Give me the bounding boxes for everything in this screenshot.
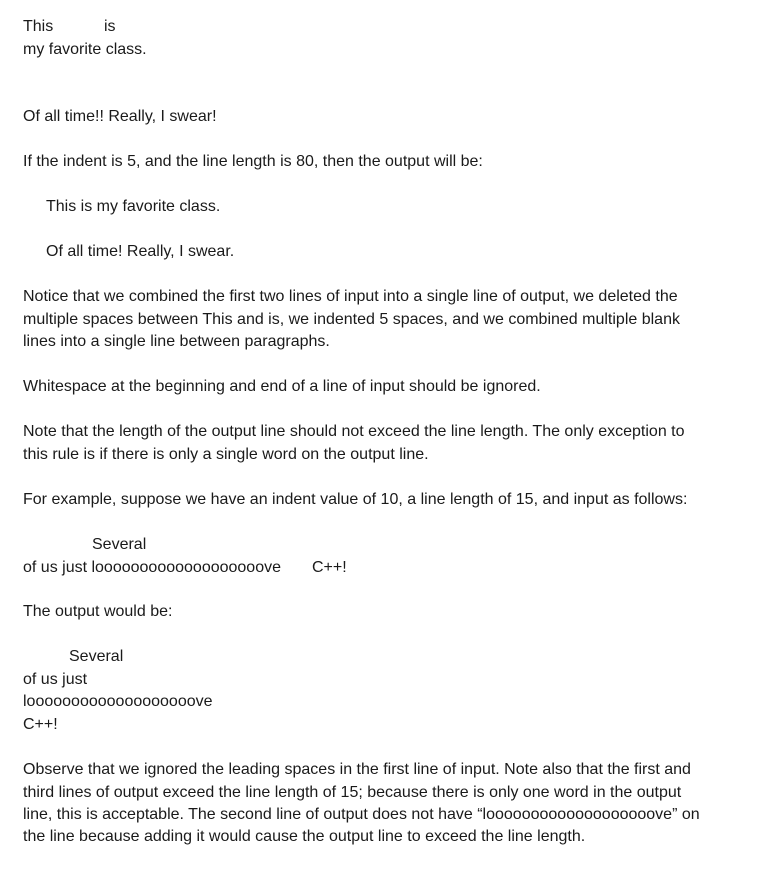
- input-line-favorite: my favorite class.: [23, 41, 147, 58]
- input2-line-several: Several: [92, 536, 147, 553]
- input2-line-cpp: C++!: [312, 559, 347, 576]
- example-intro-indent-5: If the indent is 5, and the line length is 80, then the output will be:: [23, 153, 483, 170]
- length-note-line: this rule is if there is only a single word on the output line.: [23, 446, 429, 463]
- input-line-is: is: [104, 18, 116, 35]
- output-intro: The output would be:: [23, 603, 173, 620]
- length-note-line: Note that the length of the output line should not exceed the line length. The only exception to: [23, 423, 685, 440]
- output-line-1: This is my favorite class.: [46, 198, 221, 215]
- notice-paragraph-line: multiple spaces between This and is, we indented 5 spaces, and we combined multiple blank: [23, 311, 680, 328]
- observe-paragraph-line: third lines of output exceed the line length of 15; because there is only one word in the output: [23, 784, 682, 801]
- notice-paragraph-line: lines into a single line between paragraphs.: [23, 333, 330, 350]
- output2-line: of us just: [23, 671, 88, 688]
- output2-line: C++!: [23, 716, 58, 733]
- output2-line: looooooooooooooooooove: [23, 693, 213, 710]
- observe-paragraph-line: Observe that we ignored the leading spaces in the first line of input. Note also that the first and: [23, 761, 691, 778]
- output2-line: Several: [69, 648, 124, 665]
- observe-paragraph-line: the line because adding it would cause the output line to exceed the line length.: [23, 828, 586, 845]
- whitespace-note: Whitespace at the beginning and end of a line of input should be ignored.: [23, 378, 541, 395]
- notice-paragraph-line: Notice that we combined the first two lines of input into a single line of output, we deleted the: [23, 288, 678, 305]
- example-intro-indent-10: For example, suppose we have an indent value of 10, a line length of 15, and input as follows:: [23, 491, 688, 508]
- input-line-all-time: Of all time!! Really, I swear!: [23, 108, 217, 125]
- input-line-this: This: [23, 18, 54, 35]
- observe-paragraph-line: line, this is acceptable. The second line of output does not have “looooooooooooooooooove” on: [23, 806, 700, 823]
- input2-line-of-us-just: of us just looooooooooooooooooove: [23, 559, 281, 576]
- output-line-2: Of all time! Really, I swear.: [46, 243, 235, 260]
